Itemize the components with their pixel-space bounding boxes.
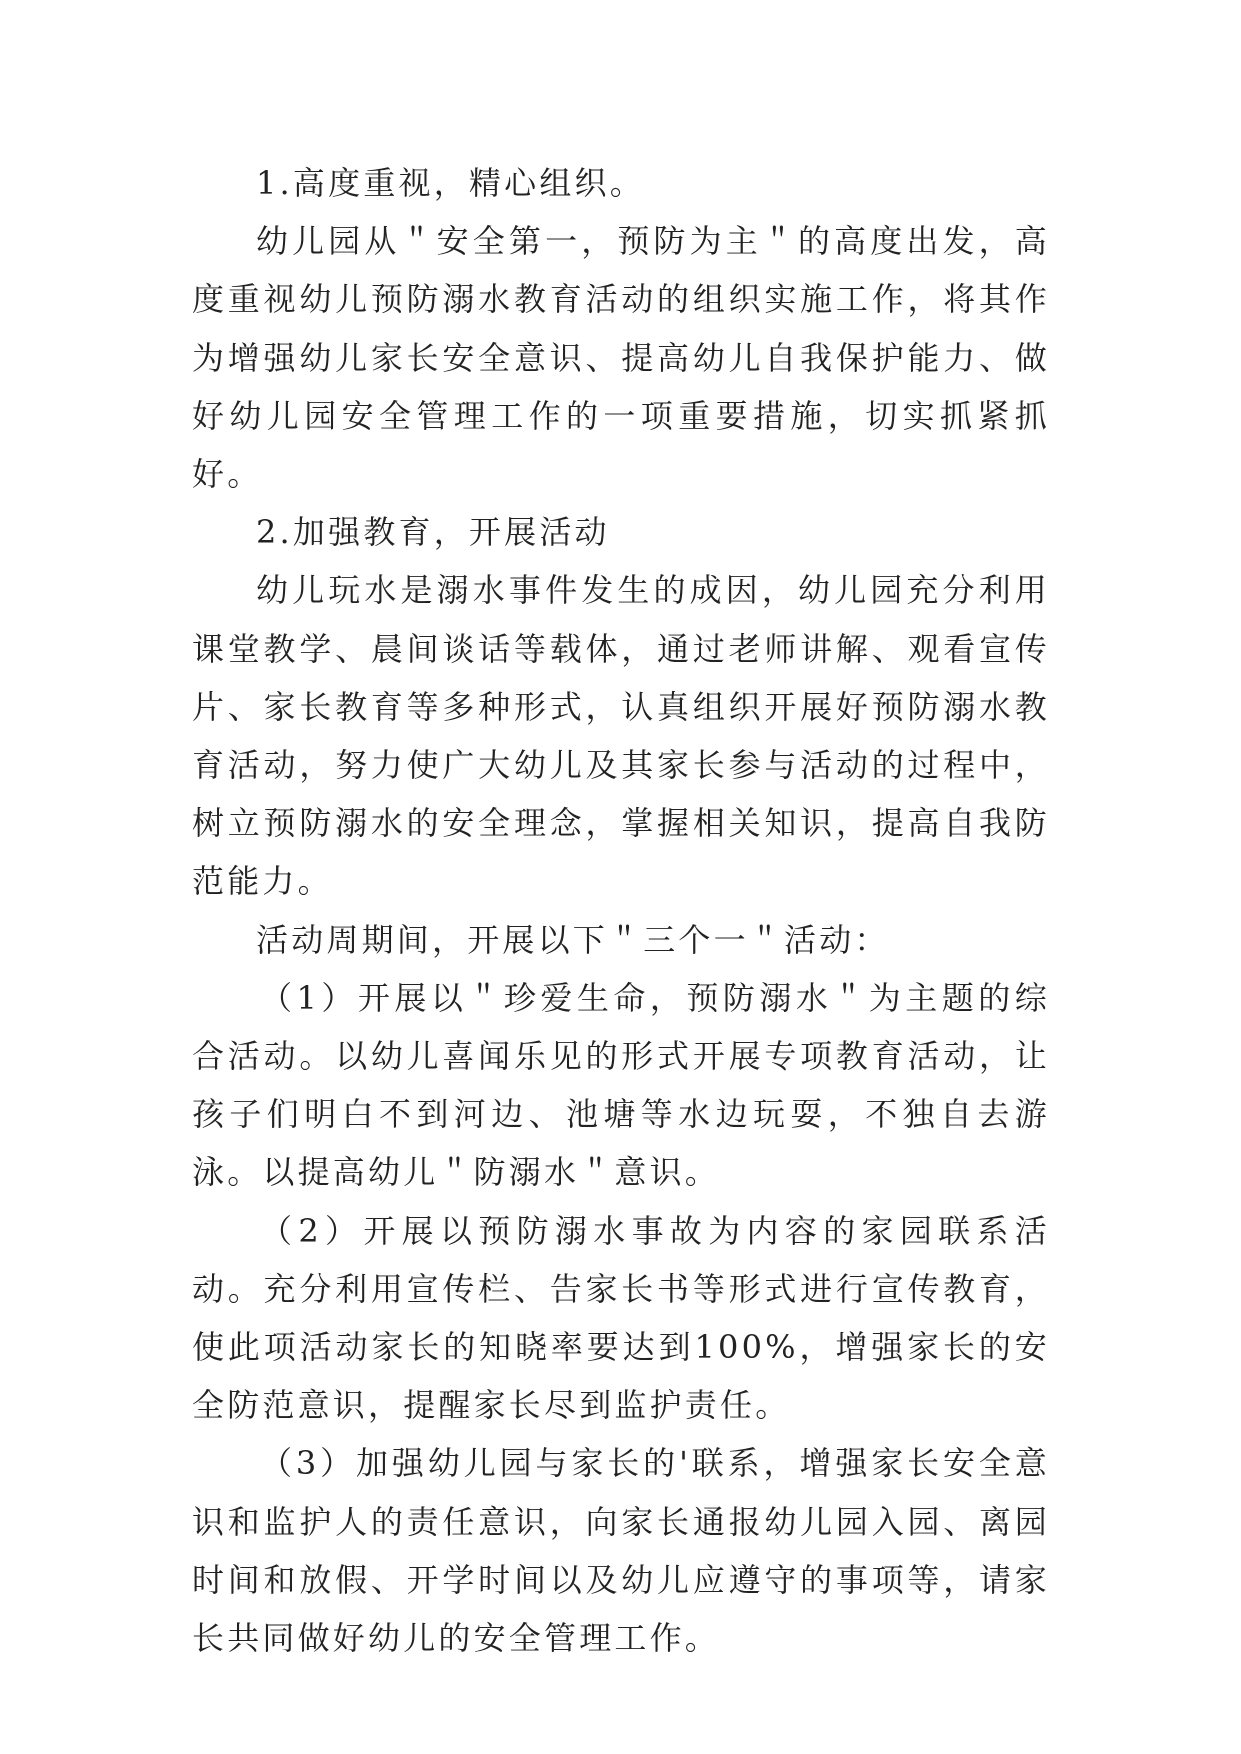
heading-1: 1.高度重视，精心组织。: [256, 164, 645, 202]
list-item-2: （2）开展以预防溺水事故为内容的家园联系活动。充分利用宣传栏、告家长书等形式进行宣传教育，使此项活动家长的知晓率要达到100%，增强家长的安全防范意识，提醒家长尽到监护责任。: [192, 1211, 1050, 1425]
paragraph-1: 幼儿园从＂安全第一，预防为主＂的高度出发，高度重视幼儿预防溺水教育活动的组织实施工作，将其作为增强幼儿家长安全意识、提高幼儿自我保护能力、做好幼儿园安全管理工作的一项重要措施，切实抓紧抓好。: [192, 222, 1050, 494]
paragraph-3: 活动周期间，开展以下＂三个一＂活动：: [256, 920, 890, 959]
heading-2: 2.加强教育，开展活动: [256, 513, 610, 552]
list-item-1: （1）开展以＂珍爱生命，预防溺水＂为主题的综合活动。以幼儿喜闻乐见的形式开展专项教育活动，让孩子们明白不到河边、池塘等水边玩耍，不独自去游泳。以提高幼儿＂防溺水＂意识。: [192, 978, 1050, 1192]
paragraph-2: 幼儿玩水是溺水事件发生的成因，幼儿园充分利用课堂教学、晨间谈话等载体，通过老师讲解、观看宣传片、家长教育等多种形式，认真组织开展好预防溺水教育活动，努力使广大幼儿及其家长参与活动的过程中，树立预防溺水的安全理念，掌握相关知识，提高自我防范能力。: [192, 571, 1050, 901]
list-item-3: （3）加强幼儿园与家长的'联系，增强家长安全意识和监护人的责任意识，向家长通报幼儿园入园、离园时间和放假、开学时间以及幼儿应遵守的事项等，请家长共同做好幼儿的安全管理工作。: [192, 1444, 1050, 1658]
document-body: [192, 154, 1050, 1667]
